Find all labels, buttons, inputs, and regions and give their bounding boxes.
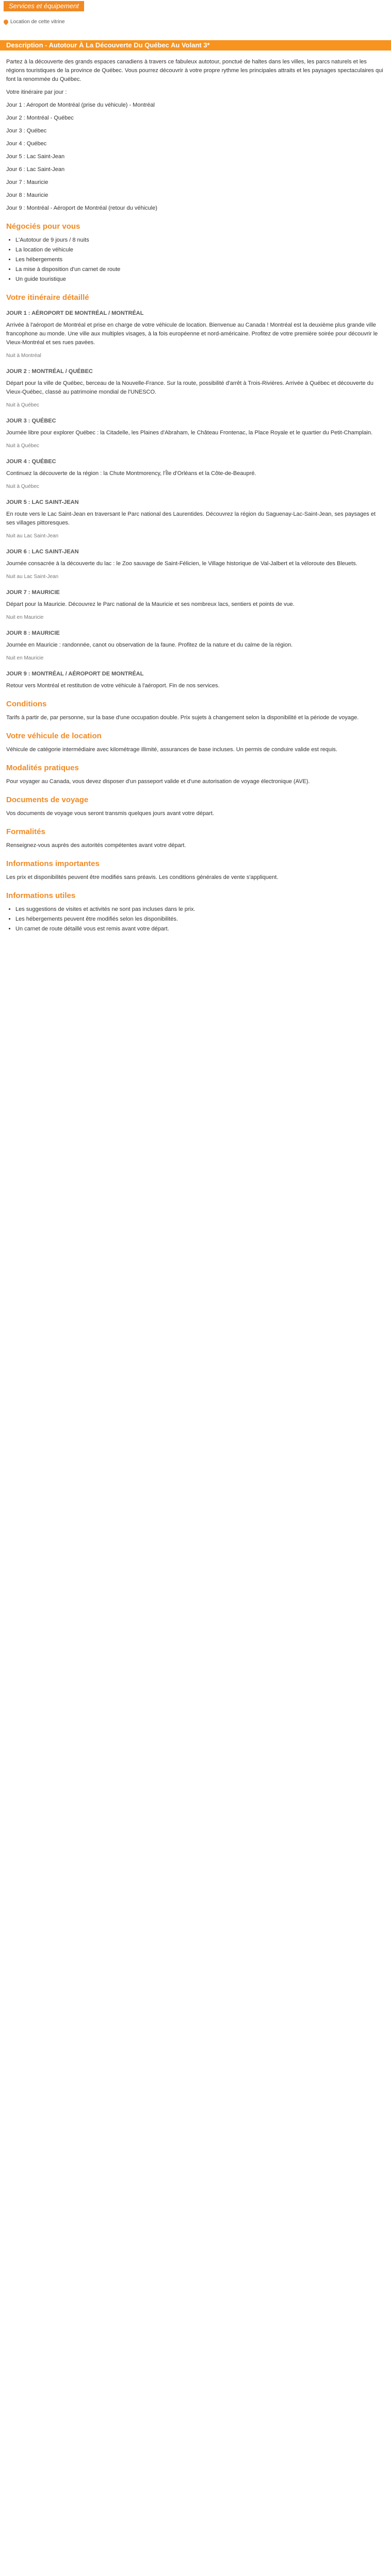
list-item: • Un guide touristique: [15, 275, 385, 284]
description-bar: [0, 40, 391, 50]
day-title: JOUR 3 : QUÉBEC: [6, 418, 56, 424]
day-text: Arrivée à l'aéroport de Montréal et prise en charge de votre véhicule de location. Bienvenue au Canada ! Montréal est la deuxième plus grande ville francophone au monde. Une ville aux multiples visages, à la fois européenne et nord-américaine. Profitez de votre première soirée pour découvrir le Vieux-Montréal et ses rues pavées.: [6, 322, 378, 346]
vehicle-text: Véhicule de catégorie intermédiaire avec kilométrage illimité, assurances de base incluses. Un permis de conduire valide est requis.: [6, 747, 337, 753]
day-night: Nuit au Lac Saint-Jean: [6, 574, 59, 580]
prices-title: Négociés pour vous: [6, 222, 80, 231]
itinerary-title: Votre itinéraire détaillé: [6, 293, 89, 302]
modalities-title: Modalités pratiques: [6, 764, 79, 772]
intro-line: Jour 3 : Québec: [6, 128, 47, 134]
day-title: JOUR 9 : MONTRÉAL / AÉROPORT DE MONTRÉAL: [6, 671, 144, 677]
header-bar: [0, 1, 391, 11]
intro-line: Jour 7 : Mauricie: [6, 179, 48, 185]
day-title: JOUR 4 : QUÉBEC: [6, 459, 56, 465]
list-item: • La mise à disposition d'un carnet de route: [15, 265, 385, 274]
day-night: Nuit à Québec: [6, 443, 39, 449]
intro-line: Jour 9 : Montréal - Aéroport de Montréal (retour du véhicule): [6, 205, 157, 211]
content: [6, 58, 385, 938]
list-item: • L'Autotour de 9 jours / 8 nuits: [15, 236, 385, 245]
conditions-text: Tarifs à partir de, par personne, sur la base d'une occupation double. Prix sujets à changement selon la disponibilité et la période de voyage.: [6, 715, 359, 721]
documents-title: Documents de voyage: [6, 795, 89, 804]
day-night: Nuit au Lac Saint-Jean: [6, 533, 59, 539]
day-text: Départ pour la ville de Québec, berceau de la Nouvelle-France. Sur la route, possibilité d'arrêt à Trois-Rivières. Arrivée à Québec et découverte du Vieux-Québec, classé au patrimoine mondial de l'UNESCO.: [6, 380, 373, 395]
intro-line: Jour 8 : Mauricie: [6, 192, 48, 198]
intro-line: Jour 4 : Québec: [6, 141, 47, 147]
list-item: • La location de véhicule: [15, 246, 385, 255]
day-text: Journée consacrée à la découverte du lac : le Zoo sauvage de Saint-Félicien, le Village historique de Val-Jalbert et la véloroute des Bleuets.: [6, 561, 357, 567]
day-text: Journée libre pour explorer Québec : la Citadelle, les Plaines d'Abraham, le Château Frontenac, la Place Royale et le quartier du Petit-Champlain.: [6, 430, 373, 436]
list-item: • Un carnet de route détaillé vous est remis avant votre départ.: [15, 925, 385, 934]
prices-list: [15, 236, 385, 284]
intro-line: Jour 2 : Montréal - Québec: [6, 115, 74, 121]
formalities-title: Formalités: [6, 827, 45, 836]
day-text: Journée en Mauricie : randonnée, canot ou observation de la faune. Profitez de la nature et du calme de la région.: [6, 642, 293, 648]
formalities-text: Renseignez-vous auprès des autorités compétentes avant votre départ.: [6, 842, 186, 849]
day-title: JOUR 1 : AÉROPORT DE MONTRÉAL / MONTRÉAL: [6, 310, 144, 316]
day-title: JOUR 2 : MONTRÉAL / QUÉBEC: [6, 368, 93, 375]
day-title: JOUR 5 : LAC SAINT-JEAN: [6, 499, 79, 505]
day-night: Nuit en Mauricie: [6, 615, 44, 620]
day-text: Continuez la découverte de la région : la Chute Montmorency, l'Île d'Orléans et la Côte-de-Beaupré.: [6, 470, 256, 477]
day-night: Nuit en Mauricie: [6, 655, 44, 661]
info-list: [15, 905, 385, 934]
documents-text: Vos documents de voyage vous seront transmis quelques jours avant votre départ.: [6, 810, 214, 817]
intro-line: Partez à la découverte des grands espaces canadiens à travers ce fabuleux autotour, ponctué de haltes dans les villes, les parcs naturels et les régions touristiques de la province de Québec. Vous pourrez découvrir à votre propre rythme les principales attraits et les paysages spectaculaires qui font la renommée du Québec.: [6, 59, 383, 82]
header-title: Services et équipement: [4, 1, 84, 11]
conditions-title: Conditions: [6, 700, 47, 708]
day-text: En route vers le Lac Saint-Jean en traversant le Parc national des Laurentides. Découvrez la région du Saguenay-Lac-Saint-Jean, ses paysages et ses villages pittoresques.: [6, 511, 376, 526]
day-title: JOUR 8 : MAURICIE: [6, 630, 60, 636]
list-item: • Les suggestions de visites et activités ne sont pas incluses dans le prix.: [15, 905, 385, 914]
map-pin-icon: [3, 19, 9, 25]
location-link[interactable]: [4, 18, 65, 26]
day-night: Nuit à Québec: [6, 484, 39, 489]
info-title: Informations utiles: [6, 891, 76, 900]
day-text: Retour vers Montréal et restitution de votre véhicule à l'aéroport. Fin de nos services.: [6, 683, 220, 689]
intro-line: Jour 6 : Lac Saint-Jean: [6, 166, 65, 173]
intro-line: Votre itinéraire par jour :: [6, 89, 67, 95]
day-night: Nuit à Québec: [6, 402, 39, 408]
intro-line: Jour 1 : Aéroport de Montréal (prise du véhicule) - Montréal: [6, 102, 155, 108]
info_important-title: Informations importantes: [6, 859, 100, 868]
vehicle-title: Votre véhicule de location: [6, 732, 102, 740]
list-item: • Les hébergements peuvent être modifiés selon les disponibilités.: [15, 915, 385, 924]
intro-line: Jour 5 : Lac Saint-Jean: [6, 154, 65, 160]
description-title: Description - Autotour À La Découverte Du Québec Au Volant 3*: [6, 41, 210, 49]
day-title: JOUR 7 : MAURICIE: [6, 589, 60, 596]
day-title: JOUR 6 : LAC SAINT-JEAN: [6, 549, 79, 555]
location-label: Location de cette vitrine: [10, 19, 65, 25]
day-text: Départ pour la Mauricie. Découvrez le Parc national de la Mauricie et ses nombreux lacs, sentiers et points de vue.: [6, 601, 295, 607]
info_important-text: Les prix et disponibilités peuvent être modifiés sans préavis. Les conditions générales de vente s'appliquent.: [6, 874, 279, 880]
day-night: Nuit à Montréal: [6, 353, 41, 359]
list-item: • Les hébergements: [15, 256, 385, 264]
modalities-text: Pour voyager au Canada, vous devez disposer d'un passeport valide et d'une autorisation de voyage électronique (AVE).: [6, 778, 310, 785]
